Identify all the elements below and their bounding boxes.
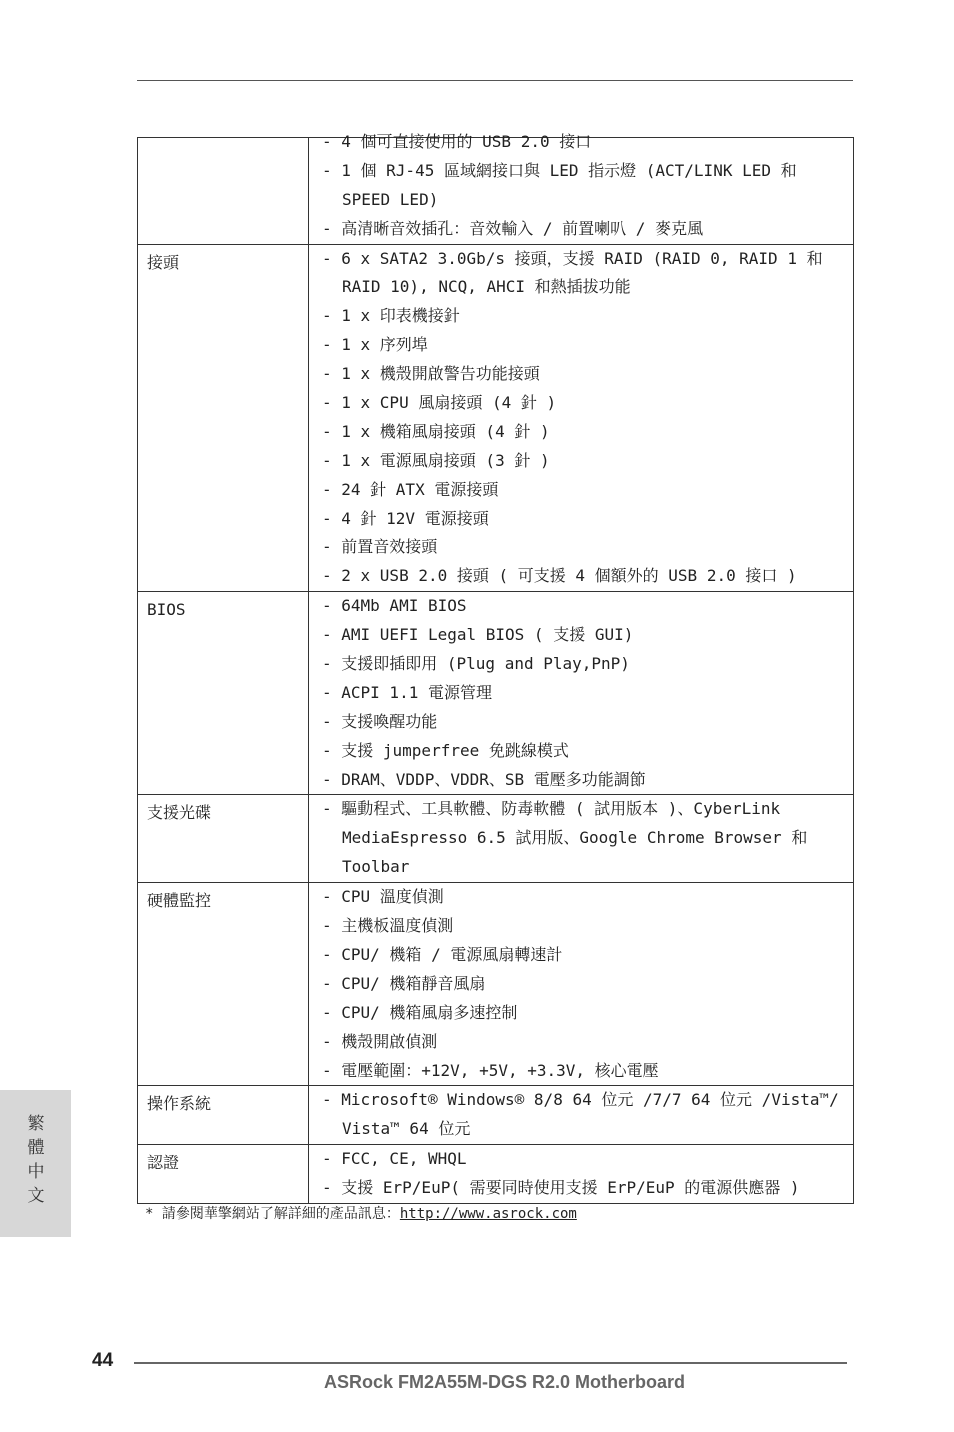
spec-item: SPEED LED) — [342, 189, 439, 209]
spec-row — [138, 1086, 854, 1145]
spec-label — [138, 138, 309, 245]
top-divider — [137, 80, 853, 81]
spec-row — [138, 592, 854, 795]
spec-item: - FCC, CE, WHQL — [322, 1149, 467, 1169]
spec-row — [138, 244, 854, 592]
spec-item: - Microsoft® Windows® 8/8 64 位元 /7/7 64 位元 /Vista™/ — [322, 1090, 839, 1110]
spec-label: 認證 — [138, 1145, 309, 1204]
spec-item: - 支援即插即用 (Plug and Play,PnP) — [322, 654, 630, 674]
spec-label: 操作系統 — [138, 1086, 309, 1145]
asrock-website-link[interactable]: http://www.asrock.com — [399, 1206, 577, 1222]
page-number: 44 — [92, 1350, 114, 1371]
spec-items — [309, 132, 854, 245]
spec-items — [309, 1086, 854, 1145]
spec-item: - 1 x 電源風扇接頭 (3 針 ) — [322, 450, 550, 470]
spec-item: - 支援 ErP/EuP( 需要同時使用支援 ErP/EuP 的電源供應器 ) — [322, 1178, 800, 1198]
spec-items — [309, 795, 854, 883]
language-side-tab — [0, 1090, 71, 1237]
bottom-divider — [134, 1362, 847, 1364]
spec-label: 支援光碟 — [138, 795, 309, 883]
spec-row — [138, 1145, 854, 1204]
spec-label: 硬體監控 — [138, 883, 309, 1086]
spec-item: RAID 10), NCQ, AHCI 和熱插拔功能 — [342, 277, 631, 297]
spec-item: Vista™ 64 位元 — [342, 1119, 471, 1139]
spec-table — [137, 132, 854, 1204]
spec-item: - 24 針 ATX 電源接頭 — [322, 479, 499, 499]
footnote — [145, 1203, 577, 1223]
spec-item: - 支援喚醒功能 — [322, 711, 438, 731]
footnote-text: * 請參閱華擎網站了解詳細的產品訊息： — [145, 1206, 400, 1222]
spec-item: - 1 x 印表機接針 — [322, 306, 460, 326]
spec-item: - 1 x 序列埠 — [322, 335, 428, 355]
spec-row — [138, 138, 854, 245]
spec-item: - 1 x 機箱風扇接頭 (4 針 ) — [322, 421, 550, 441]
spec-item: - 支援 jumperfree 免跳線模式 — [322, 740, 569, 760]
footer-title: ASRock FM2A55M-DGS R2.0 Motherboard — [323, 1372, 686, 1392]
spec-item: - DRAM、VDDP、VDDR、SB 電壓多功能調節 — [322, 769, 646, 789]
spec-item: - 機殼開啟偵測 — [322, 1031, 438, 1051]
spec-item: - CPU/ 機箱 / 電源風扇轉速計 — [322, 944, 563, 964]
spec-item: - 1 x 機殼開啟警告功能接頭 — [322, 364, 540, 384]
spec-item: - CPU 溫度偵測 — [322, 887, 444, 907]
spec-item: - 1 個 RJ-45 區域網接口與 LED 指示燈 (ACT/LINK LED 和 — [322, 160, 797, 180]
spec-item: MediaEspresso 6.5 試用版、Google Chrome Browser 和 — [342, 828, 808, 848]
spec-item: - 64Mb AMI BIOS — [322, 596, 467, 616]
side-tab-char: 繁 — [27, 1114, 45, 1134]
spec-label: BIOS — [138, 592, 309, 795]
spec-item: - 前置音效接頭 — [322, 537, 438, 557]
spec-item: - 高清晰音效插孔：音效輸入 / 前置喇叭 / 麥克風 — [322, 218, 704, 238]
spec-item: Toolbar — [342, 857, 410, 877]
spec-label: 接頭 — [138, 244, 309, 592]
spec-item: - 2 x USB 2.0 接頭 ( 可支援 4 個額外的 USB 2.0 接口 ) — [322, 566, 797, 586]
spec-item: - ACPI 1.1 電源管理 — [322, 682, 492, 702]
spec-item: - 1 x CPU 風扇接頭 (4 針 ) — [322, 393, 557, 413]
spec-item: - CPU/ 機箱風扇多速控制 — [322, 1002, 518, 1022]
spec-item: - 電壓範圍：+12V, +5V, +3.3V, 核心電壓 — [322, 1060, 659, 1080]
spec-row — [138, 795, 854, 883]
spec-item: - 4 個可直接使用的 USB 2.0 接口 — [322, 132, 592, 151]
spec-items — [309, 244, 854, 592]
spec-item: - 驅動程式、工具軟體、防毒軟體 ( 試用版本 )、CyberLink — [322, 799, 781, 819]
spec-row — [138, 883, 854, 1086]
spec-item: - 6 x SATA2 3.0Gb/s 接頭，支援 RAID (RAID 0, RAID 1 和 — [322, 248, 823, 268]
spec-item: - CPU/ 機箱靜音風扇 — [322, 973, 486, 993]
spec-item: - 4 針 12V 電源接頭 — [322, 508, 489, 528]
spec-item: - 主機板溫度偵測 — [322, 916, 454, 936]
side-tab-char: 體 — [27, 1138, 45, 1158]
spec-items — [309, 883, 854, 1086]
side-tab-char: 中 — [27, 1162, 45, 1182]
side-tab-char: 文 — [27, 1186, 45, 1206]
spec-item: - AMI UEFI Legal BIOS ( 支援 GUI) — [322, 625, 634, 645]
spec-items — [309, 1145, 854, 1204]
spec-items — [309, 592, 854, 795]
